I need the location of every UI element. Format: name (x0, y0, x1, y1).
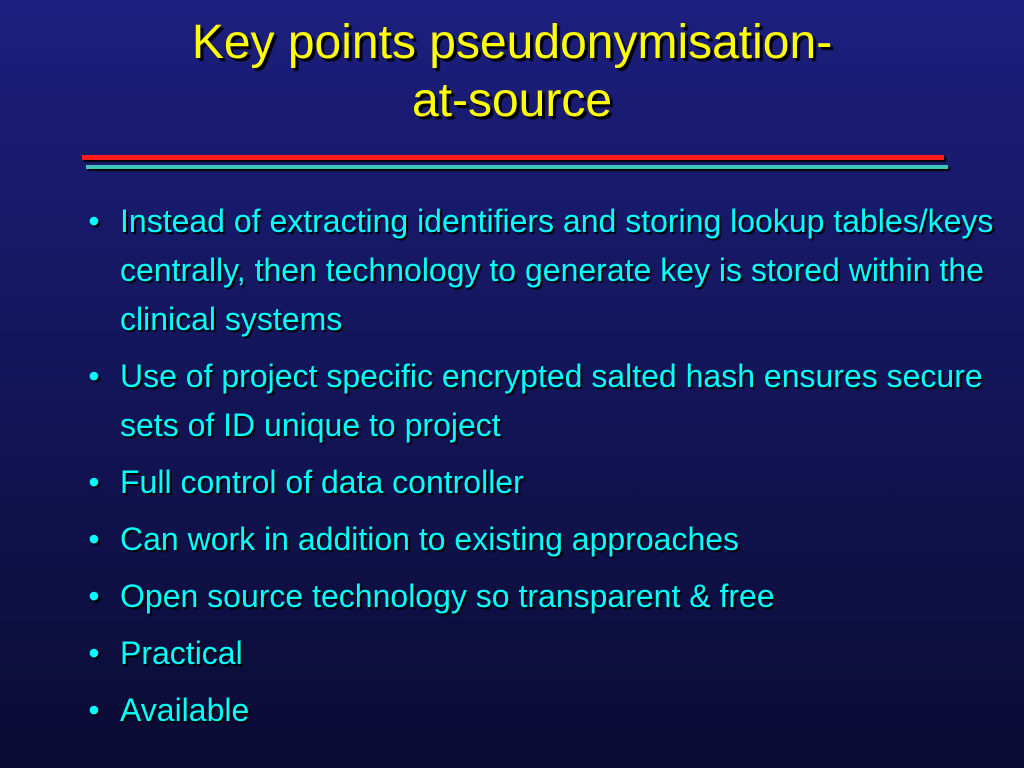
bullet-dot-icon: • (88, 578, 100, 614)
bullet-item (84, 686, 999, 735)
title-underline-red (82, 155, 944, 160)
bullet-text: Full control of data controller (120, 464, 524, 500)
bullet-text: Available (120, 692, 250, 728)
bullet-item (84, 352, 999, 450)
bullet-dot-icon: • (88, 203, 100, 239)
bullet-dot-icon: • (88, 358, 100, 394)
bullet-text: Instead of extracting identifiers and storing lookup tables/keys centrally, then technology to generate key is stored within the clinical systems (120, 203, 994, 337)
slide-title-line-2: at-source (411, 74, 613, 127)
slide-title (40, 14, 984, 130)
bullet-dot-icon: • (88, 635, 100, 671)
bullet-text: Open source technology so transparent & free (120, 578, 775, 614)
bullet-dot-icon: • (88, 464, 100, 500)
bullet-dot-icon: • (88, 521, 100, 557)
bullet-list (84, 197, 999, 743)
bullet-item (84, 197, 999, 344)
bullet-text: Can work in addition to existing approaches (120, 521, 740, 557)
slide-title-line-1: Key points pseudonymisation- (191, 16, 833, 69)
bullet-dot-icon: • (88, 692, 100, 728)
bullet-text: Use of project specific encrypted salted hash ensures secure sets of ID unique to project (120, 358, 983, 443)
bullet-item (84, 629, 999, 678)
bullet-item (84, 458, 999, 507)
bullet-text: Practical (120, 635, 243, 671)
bullet-item (84, 572, 999, 621)
bullet-item (84, 515, 999, 564)
title-underline-teal (86, 165, 948, 169)
